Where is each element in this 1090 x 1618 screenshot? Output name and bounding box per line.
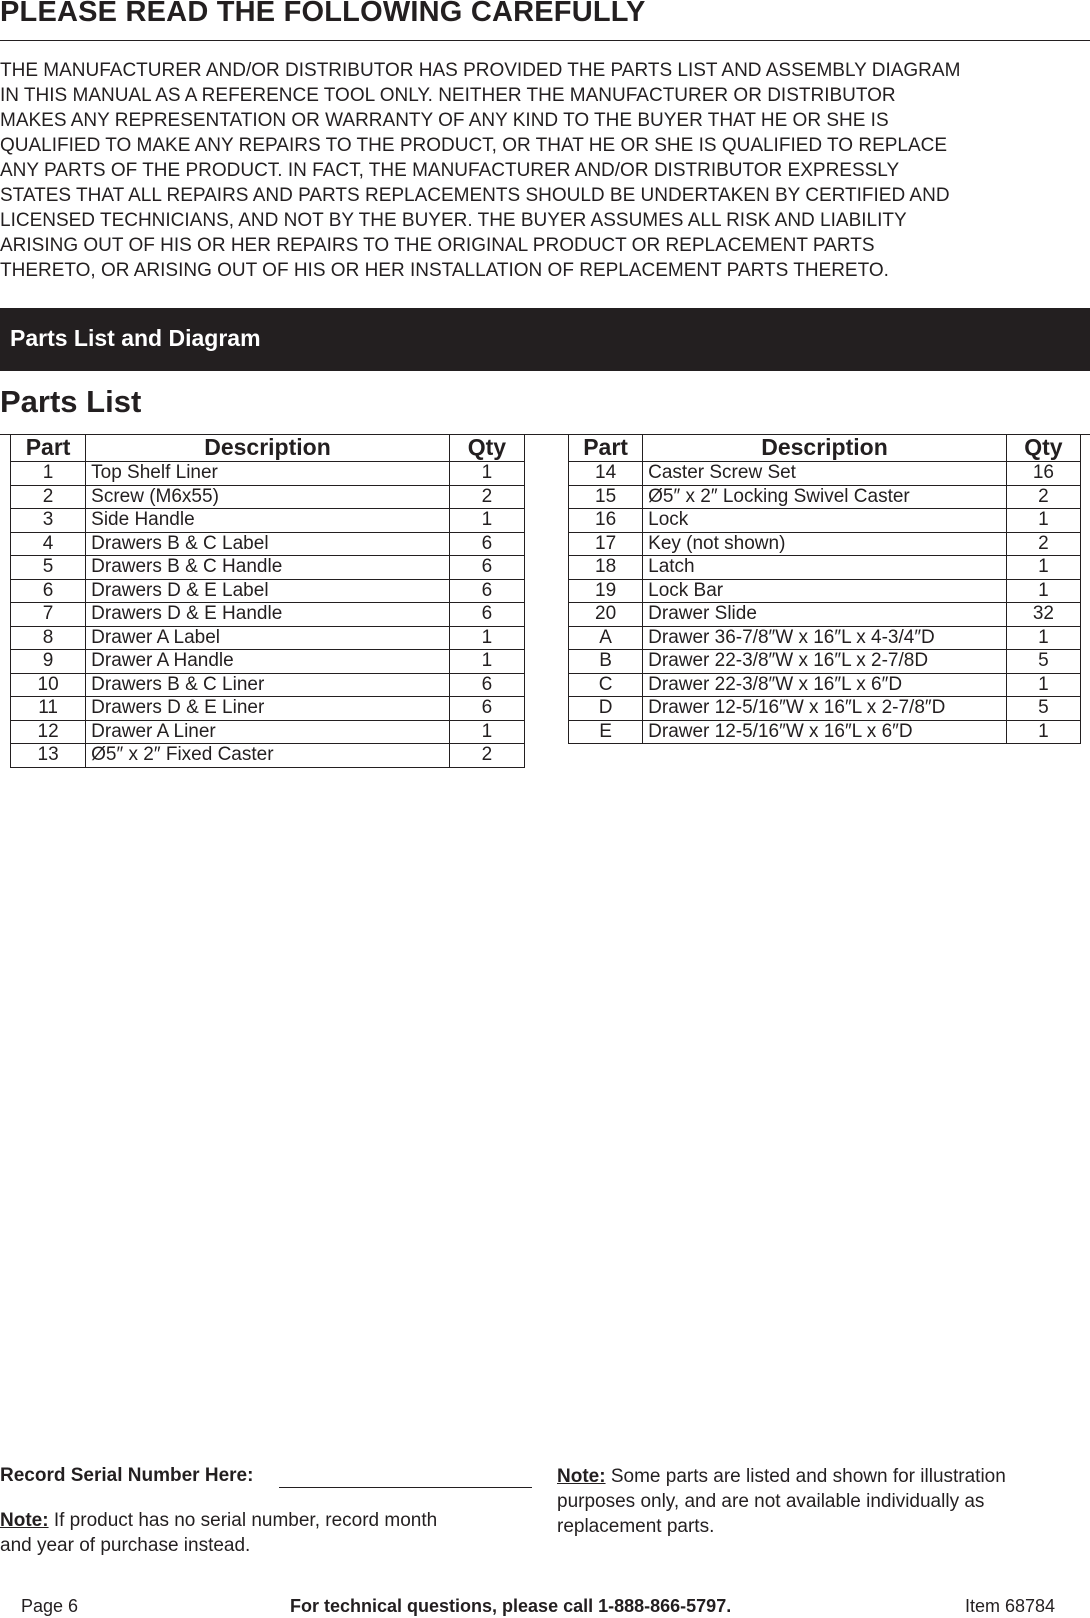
table-row: [569, 556, 1081, 580]
parts-table-left: [10, 434, 525, 768]
table-row: [11, 744, 525, 768]
table-row: [11, 485, 525, 509]
disclaimer-line: LICENSED TECHNICIANS, AND NOT BY THE BUYER. THE BUYER ASSUMES ALL RISK AND LIABILITY: [0, 210, 907, 231]
qty-cell: 6: [449, 532, 524, 556]
description-cell: Drawer 36-7/8″W x 16″L x 4-3/4″D: [643, 626, 1007, 650]
description-cell: Drawers D & E Liner: [86, 697, 450, 721]
part-number-cell: 17: [569, 532, 643, 556]
qty-cell: 32: [1006, 603, 1080, 627]
footer-page-number: Page 6: [21, 1596, 79, 1616]
description-cell: Top Shelf Liner: [86, 462, 450, 486]
qty-cell: 6: [449, 603, 524, 627]
description-cell: Lock: [643, 509, 1007, 533]
parts-table-right: [568, 434, 1081, 744]
serial-number-label: Record Serial Number Here:: [0, 1465, 254, 1486]
part-number-cell: 5: [11, 556, 86, 580]
description-cell: Lock Bar: [643, 579, 1007, 603]
part-number-cell: B: [569, 650, 643, 674]
qty-cell: 6: [449, 697, 524, 721]
qty-cell: 1: [1006, 509, 1080, 533]
table-row: [569, 462, 1081, 486]
note-text: Some parts are listed and shown for illustration purposes only, and are not available individually as replacement parts.: [557, 1466, 1006, 1537]
note-text: If product has no serial number, record month and year of purchase instead.: [0, 1510, 438, 1556]
qty-cell: 1: [1006, 626, 1080, 650]
description-cell: Ø5″ x 2″ Fixed Caster: [86, 744, 450, 768]
table-row: [11, 626, 525, 650]
part-number-cell: D: [569, 697, 643, 721]
table-row: [569, 697, 1081, 721]
table-row: [11, 462, 525, 486]
part-number-cell: 12: [11, 720, 86, 744]
qty-cell: 1: [1006, 556, 1080, 580]
column-header-part: Part: [569, 434, 643, 462]
qty-cell: 2: [449, 485, 524, 509]
description-cell: Drawers B & C Label: [86, 532, 450, 556]
qty-cell: 6: [449, 673, 524, 697]
part-number-cell: 1: [11, 462, 86, 486]
disclaimer-line: STATES THAT ALL REPAIRS AND PARTS REPLACEMENTS SHOULD BE UNDERTAKEN BY CERTIFIED AND: [0, 185, 950, 206]
description-cell: Drawers B & C Liner: [86, 673, 450, 697]
column-header-qty: Qty: [449, 434, 524, 462]
part-number-cell: 20: [569, 603, 643, 627]
serial-number-line: [279, 1487, 532, 1488]
qty-cell: 6: [449, 579, 524, 603]
part-number-cell: 9: [11, 650, 86, 674]
qty-cell: 1: [449, 509, 524, 533]
part-number-cell: 10: [11, 673, 86, 697]
part-number-cell: 16: [569, 509, 643, 533]
description-cell: Latch: [643, 556, 1007, 580]
footer-item-number: Item 68784: [965, 1596, 1056, 1616]
part-number-cell: 4: [11, 532, 86, 556]
part-number-cell: 19: [569, 579, 643, 603]
qty-cell: 1: [1006, 720, 1080, 744]
section-bar: [0, 308, 1090, 371]
qty-cell: 6: [449, 556, 524, 580]
table-row: [11, 509, 525, 533]
note-label: Note:: [557, 1466, 606, 1487]
qty-cell: 1: [449, 462, 524, 486]
table-row: [11, 532, 525, 556]
description-cell: Drawers D & E Label: [86, 579, 450, 603]
table-row: [11, 673, 525, 697]
disclaimer-line: ARISING OUT OF HIS OR HER REPAIRS TO THE ORIGINAL PRODUCT OR REPLACEMENT PARTS: [0, 235, 875, 256]
part-number-cell: 6: [11, 579, 86, 603]
part-number-cell: 7: [11, 603, 86, 627]
qty-cell: 2: [1006, 532, 1080, 556]
description-cell: Caster Screw Set: [643, 462, 1007, 486]
table-row: [11, 556, 525, 580]
part-number-cell: 2: [11, 485, 86, 509]
disclaimer-line: ANY PARTS OF THE PRODUCT. IN FACT, THE MANUFACTURER AND/OR DISTRIBUTOR EXPRESSLY: [0, 160, 900, 181]
table-row: [569, 673, 1081, 697]
part-number-cell: A: [569, 626, 643, 650]
part-number-cell: 11: [11, 697, 86, 721]
part-number-cell: 3: [11, 509, 86, 533]
description-cell: Drawer 12-5/16″W x 16″L x 2-7/8″D: [643, 697, 1007, 721]
table-row: [569, 509, 1081, 533]
disclaimer-text: [0, 58, 1085, 283]
qty-cell: 16: [1006, 462, 1080, 486]
disclaimer-line: IN THIS MANUAL AS A REFERENCE TOOL ONLY. NEITHER THE MANUFACTURER OR DISTRIBUTOR: [0, 85, 896, 106]
description-cell: Drawer Slide: [643, 603, 1007, 627]
note-serial: [0, 1508, 440, 1558]
part-number-cell: E: [569, 720, 643, 744]
description-cell: Ø5″ x 2″ Locking Swivel Caster: [643, 485, 1007, 509]
description-cell: Drawer A Label: [86, 626, 450, 650]
table-row: [569, 720, 1081, 744]
qty-cell: 1: [1006, 673, 1080, 697]
section-title: Parts List and Diagram: [10, 325, 261, 351]
qty-cell: 1: [449, 720, 524, 744]
description-cell: Drawer A Liner: [86, 720, 450, 744]
column-header-part: Part: [11, 434, 86, 462]
page-heading: PLEASE READ THE FOLLOWING CAREFULLY: [0, 0, 646, 28]
table-row: [11, 697, 525, 721]
qty-cell: 1: [1006, 579, 1080, 603]
table-row: [569, 603, 1081, 627]
description-cell: Side Handle: [86, 509, 450, 533]
part-number-cell: C: [569, 673, 643, 697]
disclaimer-line: QUALIFIED TO MAKE ANY REPAIRS TO THE PRODUCT, OR THAT HE OR SHE IS QUALIFIED TO REPLACE: [0, 135, 948, 156]
note-label: Note:: [0, 1510, 49, 1531]
table-row: [569, 626, 1081, 650]
table-row: [569, 650, 1081, 674]
table-row: [11, 603, 525, 627]
disclaimer-line: THE MANUFACTURER AND/OR DISTRIBUTOR HAS PROVIDED THE PARTS LIST AND ASSEMBLY DIAGRAM: [0, 60, 961, 81]
table-row: [11, 579, 525, 603]
part-number-cell: 8: [11, 626, 86, 650]
description-cell: Drawers B & C Handle: [86, 556, 450, 580]
parts-list-title: Parts List: [0, 384, 142, 419]
column-header-description: Description: [643, 434, 1007, 462]
description-cell: Key (not shown): [643, 532, 1007, 556]
qty-cell: 5: [1006, 697, 1080, 721]
table-row: [569, 579, 1081, 603]
disclaimer-line: MAKES ANY REPRESENTATION OR WARRANTY OF ANY KIND TO THE BUYER THAT HE OR SHE IS: [0, 110, 889, 131]
column-header-qty: Qty: [1006, 434, 1080, 462]
table-header-row: [11, 434, 525, 462]
qty-cell: 5: [1006, 650, 1080, 674]
disclaimer-line: THERETO, OR ARISING OUT OF HIS OR HER INSTALLATION OF REPLACEMENT PARTS THERETO.: [0, 260, 889, 281]
part-number-cell: 14: [569, 462, 643, 486]
qty-cell: 1: [449, 626, 524, 650]
table-row: [11, 650, 525, 674]
part-number-cell: 15: [569, 485, 643, 509]
description-cell: Screw (M6x55): [86, 485, 450, 509]
description-cell: Drawer 12-5/16″W x 16″L x 6″D: [643, 720, 1007, 744]
description-cell: Drawer 22-3/8″W x 16″L x 6″D: [643, 673, 1007, 697]
table-row: [11, 720, 525, 744]
table-header-row: [569, 434, 1081, 462]
qty-cell: 2: [1006, 485, 1080, 509]
heading-rule: [0, 40, 1090, 41]
description-cell: Drawer 22-3/8″W x 16″L x 2-7/8D: [643, 650, 1007, 674]
qty-cell: 2: [449, 744, 524, 768]
qty-cell: 1: [449, 650, 524, 674]
column-header-description: Description: [86, 434, 450, 462]
footer-tech-support: For technical questions, please call 1-888-866-5797.: [290, 1596, 732, 1616]
description-cell: Drawer A Handle: [86, 650, 450, 674]
part-number-cell: 13: [11, 744, 86, 768]
description-cell: Drawers D & E Handle: [86, 603, 450, 627]
note-parts: [557, 1464, 1017, 1539]
table-row: [569, 485, 1081, 509]
part-number-cell: 18: [569, 556, 643, 580]
table-row: [569, 532, 1081, 556]
